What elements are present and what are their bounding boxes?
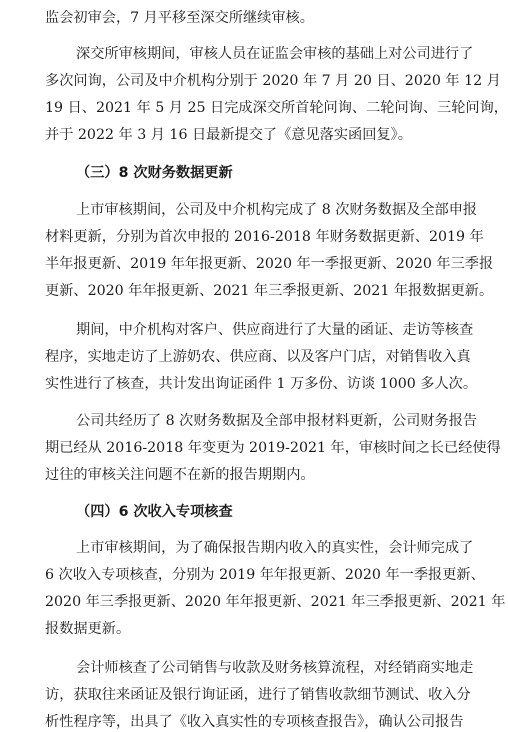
text-line: 6 次收入专项核查，分别为 2019 年年报更新、2020 年一季报更新、: [45, 567, 485, 583]
text-line: 上市审核期间，为了确保报告期内收入的真实性，会计师完成了: [76, 540, 474, 556]
text-line: 半年报更新、2019 年年报更新、2020 年一季报更新、2020 年三季报: [45, 256, 494, 272]
text-line: 程序，实地走访了上游奶农、供应商、以及客户门店，对销售收入真: [45, 349, 471, 365]
text-line: 材料更新，分别为首次申报的 2016-2018 年财务数据更新、2019 年: [45, 229, 484, 245]
text-line: 19 日、2021 年 5 月 25 日完成深交所首轮问询、二轮问询、三轮问询，: [45, 100, 508, 116]
section-heading: （四）6 次收入专项核查: [76, 504, 233, 520]
text-line: 析性程序等，出具了《收入真实性的专项核查报告》，确认公司报告: [45, 714, 464, 730]
text-line: 更新、2020 年年报更新、2021 年三季报更新、2021 年报数据更新。: [45, 283, 494, 299]
text-line: 并于 2022 年 3 月 16 日最新提交了《意见落实函回复》。: [45, 127, 412, 143]
text-line: 公司共经历了 8 次财务数据及全部申报材料更新，公司财务报告: [76, 413, 478, 429]
text-line: 监会初审会，7 月平移至深交所继续审核。: [45, 10, 314, 26]
text-line: 实性进行了核查，共计发出询证函件 1 万多份、访谈 1000 多人次。: [45, 376, 478, 392]
text-line: 期已经从 2016-2018 年变更为 2019-2021 年，审核时间之长已经使得: [45, 440, 501, 456]
text-line: 深交所审核期间，审核人员在证监会审核的基础上对公司进行了: [76, 46, 474, 62]
text-line: 多次问询，公司及中介机构分别于 2020 年 7 月 20 日、2020 年 12 月: [45, 73, 501, 89]
text-line: 会计师核查了公司销售与收款及财务核算流程，对经销商实地走: [76, 660, 474, 676]
section-heading: （三）8 次财务数据更新: [76, 165, 233, 181]
text-line: 访，获取往来函证及银行询证函，进行了销售收款细节测试、收入分: [45, 687, 471, 703]
text-line: 2020 年三季报更新、2020 年年报更新、2021 年三季报更新、2021 年: [45, 594, 506, 610]
text-line: 报数据更新。: [45, 621, 131, 637]
text-line: 上市审核期间，公司及中介机构完成了 8 次财务数据及全部申报: [76, 202, 478, 218]
text-line: 过往的审核关注问题不在新的报告期期内。: [45, 467, 315, 483]
text-line: 期间，中介机构对客户、供应商进行了大量的函证、走访等核查: [76, 322, 474, 338]
